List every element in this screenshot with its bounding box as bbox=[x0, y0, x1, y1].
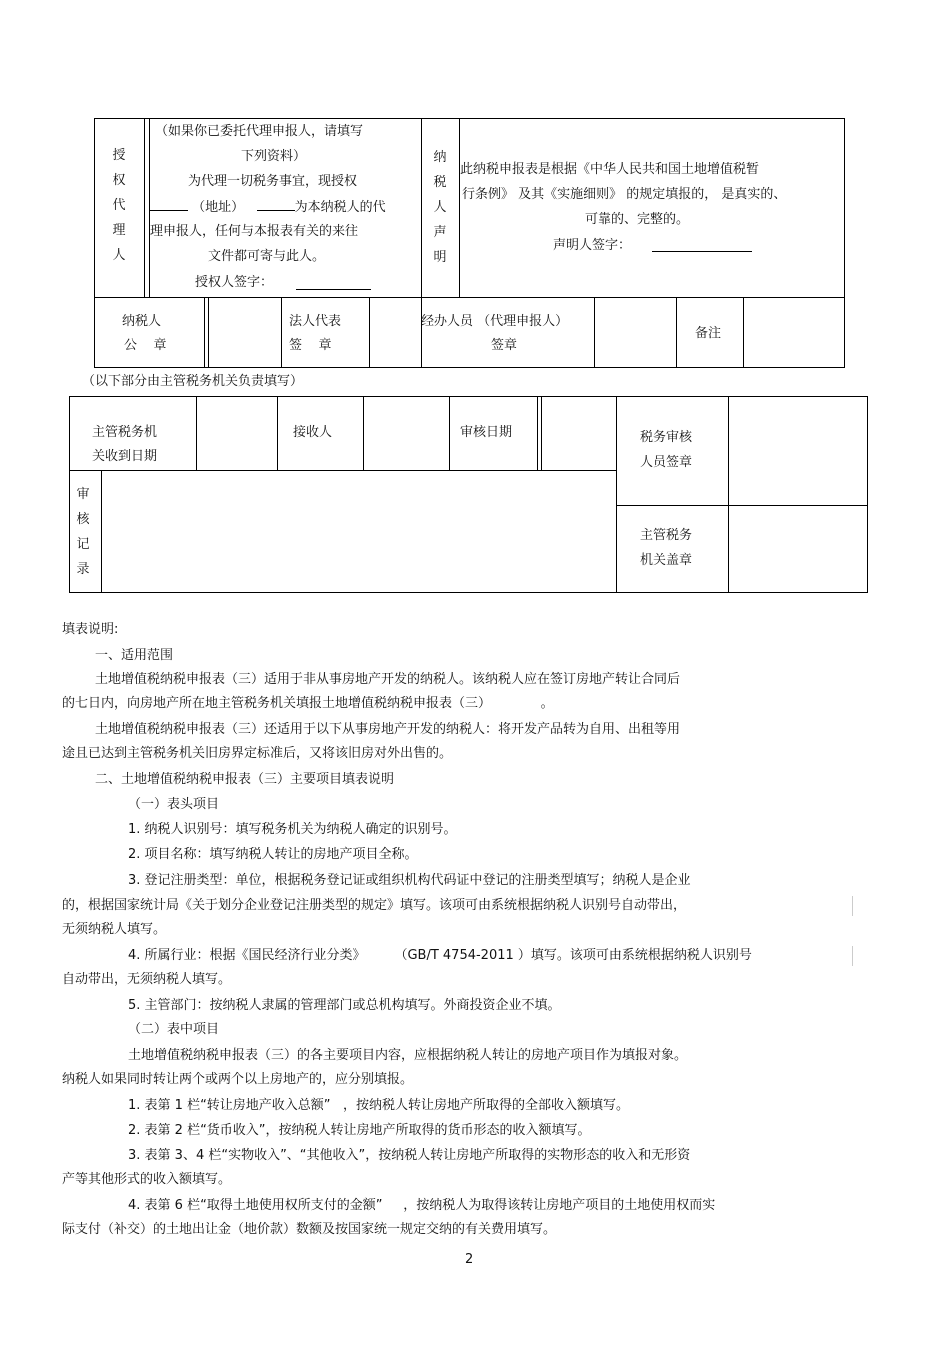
table-border bbox=[94, 367, 845, 368]
instruction-line: （一）表头项目 bbox=[128, 797, 220, 812]
section-note: （以下部分由主管税务机关负责填写） bbox=[82, 374, 304, 389]
taxpayer-seal-label: 公 章 bbox=[124, 338, 167, 353]
auth-signature-field[interactable] bbox=[296, 289, 371, 290]
table-border bbox=[69, 396, 70, 592]
remarks-label: 备注 bbox=[695, 326, 722, 341]
taxpayer-seal-field[interactable] bbox=[209, 298, 280, 366]
table-border bbox=[281, 297, 282, 367]
table-border bbox=[459, 118, 460, 297]
instruction-line: 无须纳税人填写。 bbox=[62, 922, 167, 937]
decl-signature-field[interactable] bbox=[652, 251, 752, 252]
tax-review-sign-label: 税务审核 bbox=[640, 430, 693, 445]
auth-line: 为本纳税人的代 bbox=[294, 200, 386, 215]
instruction-line: 一、适用范围 bbox=[95, 648, 174, 663]
table-border bbox=[844, 118, 845, 367]
receiver-label: 接收人 bbox=[293, 425, 333, 440]
table-border bbox=[69, 592, 868, 593]
instruction-line: 际支付（补交）的土地出让金（地价款）数额及按国家统一规定交纳的有关费用填写。 bbox=[62, 1222, 557, 1237]
table-border bbox=[537, 396, 538, 470]
auth-line: （如果你已委托代理申报人，请填写 bbox=[155, 124, 364, 139]
table-border bbox=[204, 297, 205, 367]
received-date-field[interactable] bbox=[197, 397, 276, 469]
remarks-field[interactable] bbox=[744, 298, 843, 366]
review-record-label: 审核记录 bbox=[76, 487, 90, 577]
instruction-line: 2. 项目名称：填写纳税人转让的房地产项目全称。 bbox=[128, 847, 418, 862]
auth-line: 文件都可寄与此人。 bbox=[208, 249, 326, 264]
auth-line: （地址） bbox=[192, 200, 245, 215]
scan-edge-mark bbox=[852, 946, 853, 966]
table-border bbox=[449, 396, 450, 470]
table-border bbox=[277, 396, 278, 470]
authority-seal-label: 机关盖章 bbox=[640, 553, 693, 568]
instruction-line: 产等其他形式的收入额填写。 bbox=[62, 1172, 232, 1187]
instruction-line: 自动带出，无须纳税人填写。 bbox=[62, 972, 232, 987]
address-blank[interactable] bbox=[150, 194, 188, 211]
instruction-line: 1. 纳税人识别号：填写税务机关为纳税人确定的识别号。 bbox=[128, 822, 457, 837]
legal-rep-label: 签 章 bbox=[289, 338, 332, 353]
legal-rep-field[interactable] bbox=[370, 298, 420, 366]
review-date-label: 审核日期 bbox=[460, 425, 513, 440]
decl-line: 可靠的、完整的。 bbox=[585, 212, 690, 227]
instruction-line: 3. 登记注册类型：单位，根据税务登记证或组织机构代码证中登记的注册类型填写；纳税人是企业 bbox=[128, 873, 691, 888]
handler-field[interactable] bbox=[595, 298, 675, 366]
auth-signature-label: 授权人签字： bbox=[195, 275, 274, 290]
table-border bbox=[616, 396, 617, 592]
table-border bbox=[144, 118, 145, 297]
decl-line: 行条例》 及其《实施细则》 的规定填报的， 是真实的、 bbox=[462, 187, 787, 202]
instruction-line: 纳税人如果同时转让两个或两个以上房地产的，应分别填报。 bbox=[62, 1072, 414, 1087]
instructions-heading: 填表说明: bbox=[62, 622, 119, 637]
instruction-line: 的，根据国家统计局《关于划分企业登记注册类型的规定》填写。该项可由系统根据纳税人识别号自动带出， bbox=[62, 898, 687, 913]
handler-label: 经办人员 （代理申报人） bbox=[421, 314, 569, 329]
tax-review-sign-label: 人员签章 bbox=[640, 455, 693, 470]
review-date-field[interactable] bbox=[542, 397, 615, 469]
taxpayer-seal-label: 纳税人 bbox=[122, 314, 162, 329]
decl-line: 此纳税申报表是根据《中华人民共和国土地增值税暂 bbox=[460, 162, 760, 177]
instruction-line: 3. 表第 3、4 栏“实物收入”、“其他收入”，按纳税人转让房地产所取得的实物形态的收入和无形资 bbox=[128, 1148, 691, 1163]
auth-address-row bbox=[150, 194, 386, 220]
auth-agent-title: 授权代理人 bbox=[112, 148, 126, 263]
table-border bbox=[867, 396, 868, 592]
received-date-label: 关收到日期 bbox=[92, 449, 158, 464]
instruction-line: 土地增值税纳税申报表（三）的各主要项目内容，应根据纳税人转让的房地产项目作为填报对象。 bbox=[128, 1048, 688, 1063]
instruction-line: 4. 表第 6 栏“取得土地使用权所支付的金额” ，按纳税人为取得该转让房地产项目的土地使用权而实 bbox=[128, 1198, 716, 1213]
instruction-line: 的七日内，向房地产所在地主管税务机关填报土地增值税纳税申报表（三） 。 bbox=[62, 696, 554, 711]
decl-signature-label: 声明人签字： bbox=[553, 238, 632, 253]
taxpayer-decl-title: 纳税人声明 bbox=[433, 150, 447, 265]
instruction-line: 4. 所属行业：根据《国民经济行业分类》 （GB/T 4754-2011 ）填写。该项可由系统根据纳税人识别号 bbox=[128, 948, 752, 963]
agent-blank[interactable] bbox=[257, 194, 295, 211]
table-border bbox=[676, 297, 677, 367]
instruction-line: 土地增值税纳税申报表（三）适用于非从事房地产开发的纳税人。该纳税人应在签订房地产转让合同后 bbox=[95, 672, 681, 687]
receiver-field[interactable] bbox=[364, 397, 448, 469]
instruction-line: 二、土地增值税纳税申报表（三）主要项目填表说明 bbox=[95, 772, 395, 787]
auth-line: 理申报人，任何与本报表有关的来往 bbox=[150, 224, 359, 239]
instruction-line: 5. 主管部门：按纳税人隶属的管理部门或总机构填写。外商投资企业不填。 bbox=[128, 998, 561, 1013]
instruction-line: 途且已达到主管税务机关旧房界定标准后，又将该旧房对外出售的。 bbox=[62, 746, 453, 761]
received-date-label: 主管税务机 bbox=[92, 425, 158, 440]
scan-edge-mark bbox=[852, 896, 853, 916]
authority-seal-label: 主管税务 bbox=[640, 528, 693, 543]
authority-seal-field[interactable] bbox=[729, 506, 866, 591]
table-border bbox=[94, 118, 95, 367]
handler-label: 签章 bbox=[491, 338, 518, 353]
instruction-line: 土地增值税纳税申报表（三）还适用于以下从事房地产开发的纳税人：将开发产品转为自用、出租等用 bbox=[95, 722, 681, 737]
instruction-line: 1. 表第 1 栏“转让房地产收入总额” ，按纳税人转让房地产所取得的全部收入额填写。 bbox=[128, 1098, 629, 1113]
instruction-line: 2. 表第 2 栏“货币收入”，按纳税人转让房地产所取得的货币形态的收入额填写。 bbox=[128, 1123, 591, 1138]
page-number: 2 bbox=[465, 1252, 474, 1267]
auth-line: 为代理一切税务事宜，现授权 bbox=[188, 174, 358, 189]
instruction-line: （二）表中项目 bbox=[128, 1022, 220, 1037]
legal-rep-label: 法人代表 bbox=[289, 314, 342, 329]
auth-line: 下列资料） bbox=[241, 149, 307, 164]
review-record-field[interactable] bbox=[102, 471, 615, 591]
tax-review-sign-field[interactable] bbox=[729, 397, 866, 504]
table-border bbox=[94, 297, 845, 298]
